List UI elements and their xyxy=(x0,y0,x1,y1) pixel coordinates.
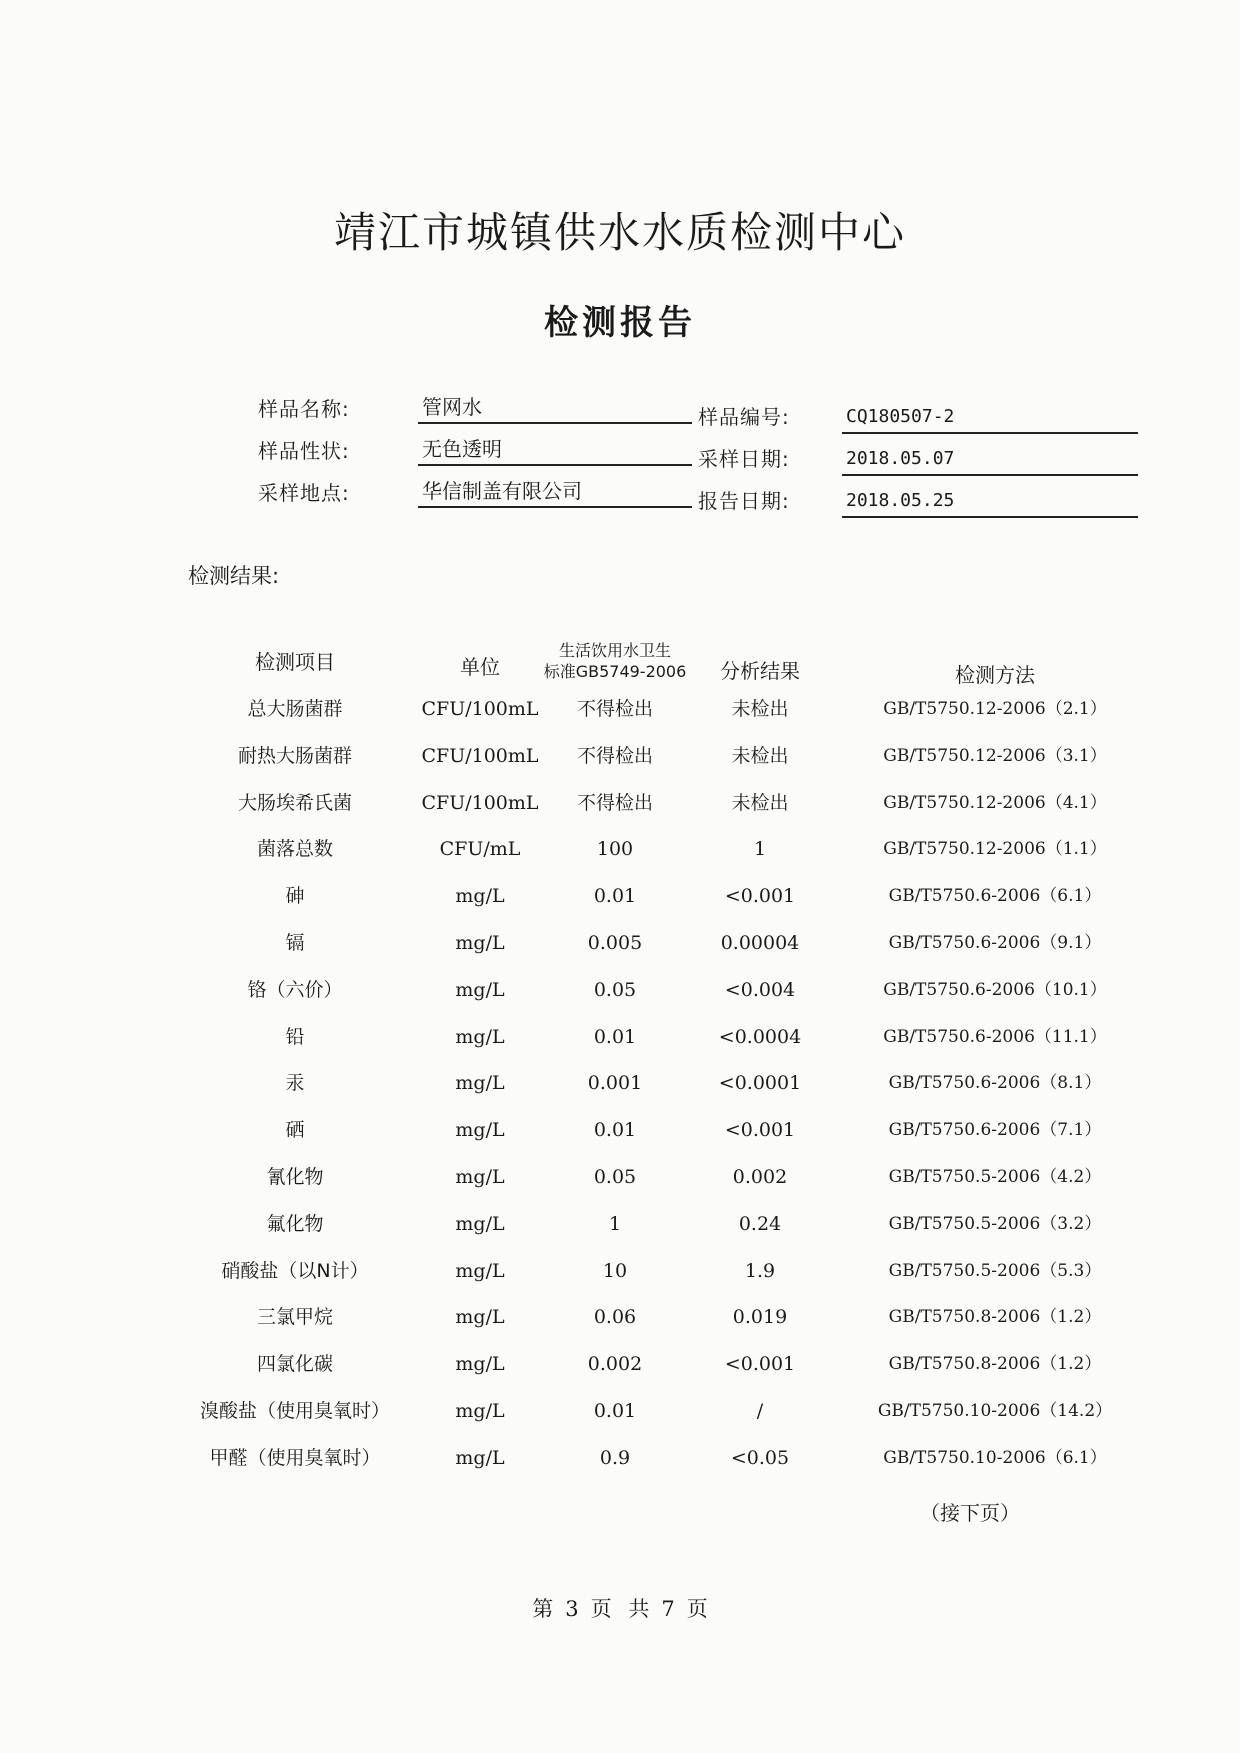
cell-item: 菌落总数 xyxy=(256,838,333,861)
cell-result: / xyxy=(756,1400,764,1422)
page-footer xyxy=(0,1593,1240,1623)
cell-item: 氟化物 xyxy=(266,1212,324,1235)
cell-item: 氰化物 xyxy=(266,1166,324,1188)
cell-item: 总大肠菌群 xyxy=(247,698,343,720)
cell-unit: mg/L xyxy=(455,978,505,1001)
cell-result: <0.004 xyxy=(724,978,796,1001)
footer-mid: 页 共 xyxy=(590,1597,650,1621)
table-row xyxy=(0,1209,1240,1255)
header-unit: 单位 xyxy=(460,655,500,679)
footer-suffix: 页 xyxy=(686,1597,708,1621)
table-row xyxy=(0,881,1240,927)
cell-item: 大肠埃希氏菌 xyxy=(237,791,352,814)
cell-standard: 0.05 xyxy=(593,1166,637,1188)
cell-result: 0.00004 xyxy=(720,932,800,954)
sample-name-value: 管网水 xyxy=(418,394,692,424)
table-row xyxy=(0,928,1240,974)
cell-standard: 0.005 xyxy=(587,932,643,954)
cell-result: 未检出 xyxy=(731,698,789,720)
table-row xyxy=(0,1302,1240,1348)
table-row xyxy=(0,788,1240,834)
footer-page-number: 3 xyxy=(565,1597,579,1621)
cell-item: 甲醛（使用臭氧时） xyxy=(209,1446,381,1469)
cell-result: 0.019 xyxy=(732,1306,788,1329)
report-subtitle: 检测报告 xyxy=(544,303,696,343)
cell-unit: mg/L xyxy=(455,1400,505,1422)
sample-property-value: 无色透明 xyxy=(418,436,692,466)
sample-code-label: 样品编号: xyxy=(698,405,790,429)
cell-method: GB/T5750.5-2006（5.3） xyxy=(888,1260,1102,1281)
cell-item: 硒 xyxy=(285,1119,305,1142)
cell-standard: 不得检出 xyxy=(576,744,653,767)
header-standard xyxy=(530,640,700,682)
cell-item: 四氯化碳 xyxy=(256,1353,333,1376)
cell-unit: mg/L xyxy=(455,1259,505,1282)
cell-method: GB/T5750.12-2006（3.1） xyxy=(883,745,1107,766)
cell-unit: CFU/100mL xyxy=(421,744,539,767)
cell-standard: 0.9 xyxy=(599,1446,631,1469)
cell-unit: mg/L xyxy=(455,1353,505,1376)
cell-unit: CFU/100mL xyxy=(421,791,539,814)
cell-unit: mg/L xyxy=(455,1072,505,1095)
cell-result: 1 xyxy=(753,838,767,861)
sampling-location-value: 华信制盖有限公司 xyxy=(418,478,692,508)
table-row xyxy=(0,1256,1240,1302)
cell-standard: 0.001 xyxy=(587,1072,643,1095)
header-result: 分析结果 xyxy=(720,659,800,683)
cell-item: 镉 xyxy=(285,932,305,954)
cell-item: 溴酸盐（使用臭氧时） xyxy=(199,1400,390,1422)
sampling-date-label: 采样日期: xyxy=(698,447,790,471)
sample-property-label: 样品性状: xyxy=(258,439,350,463)
cell-method: GB/T5750.6-2006（11.1） xyxy=(883,1026,1107,1047)
cell-standard: 0.01 xyxy=(593,1119,637,1142)
header-standard-line2: 标准GB5749-2006 xyxy=(543,662,687,681)
cell-result: <0.001 xyxy=(724,885,796,908)
sample-name-label: 样品名称: xyxy=(258,397,350,421)
table-row xyxy=(0,975,1240,1021)
cell-unit: mg/L xyxy=(455,1166,505,1188)
cell-result: 1.9 xyxy=(744,1259,776,1282)
cell-result: <0.001 xyxy=(724,1119,796,1142)
cell-unit: CFU/100mL xyxy=(421,698,539,720)
cell-standard: 0.05 xyxy=(593,978,637,1001)
table-row xyxy=(0,1022,1240,1068)
report-date-label: 报告日期: xyxy=(698,489,790,513)
header-method: 检测方法 xyxy=(955,663,1035,687)
cell-method: GB/T5750.5-2006（4.2） xyxy=(888,1167,1102,1187)
cell-standard: 0.01 xyxy=(593,1025,637,1048)
continued-note: （接下页） xyxy=(920,1501,1020,1525)
table-row xyxy=(0,834,1240,880)
results-label: 检测结果: xyxy=(188,564,280,588)
cell-method: GB/T5750.6-2006（6.1） xyxy=(888,886,1102,907)
cell-method: GB/T5750.6-2006（9.1） xyxy=(888,933,1102,953)
cell-result: <0.05 xyxy=(730,1446,790,1469)
cell-item: 砷 xyxy=(285,885,305,908)
report-date-value: 2018.05.25 xyxy=(842,488,1138,518)
cell-standard: 不得检出 xyxy=(576,791,653,814)
header-item: 检测项目 xyxy=(255,650,335,674)
cell-standard: 0.002 xyxy=(587,1353,643,1376)
cell-standard: 1 xyxy=(608,1212,622,1235)
table-row xyxy=(0,694,1240,740)
cell-method: GB/T5750.6-2006（7.1） xyxy=(888,1120,1102,1141)
footer-prefix: 第 xyxy=(532,1597,554,1621)
sample-code-value: CQ180507-2 xyxy=(842,404,1138,434)
cell-unit: mg/L xyxy=(455,932,505,954)
cell-result: <0.0001 xyxy=(718,1072,802,1095)
table-row xyxy=(0,1162,1240,1208)
header-standard-line1: 生活饮用水卫生 xyxy=(558,641,671,660)
table-row xyxy=(0,741,1240,787)
cell-unit: mg/L xyxy=(455,885,505,908)
cell-standard: 100 xyxy=(596,838,634,861)
cell-standard: 0.06 xyxy=(593,1306,637,1329)
cell-item: 铅 xyxy=(285,1025,305,1048)
table-row xyxy=(0,1068,1240,1114)
cell-unit: mg/L xyxy=(455,1212,505,1235)
table-row xyxy=(0,1396,1240,1442)
cell-item: 三氯甲烷 xyxy=(256,1306,333,1329)
cell-method: GB/T5750.12-2006（2.1） xyxy=(883,699,1107,719)
cell-result: 0.002 xyxy=(732,1166,788,1188)
cell-item: 汞 xyxy=(285,1072,305,1095)
table-row xyxy=(0,1349,1240,1395)
table-row xyxy=(0,1443,1240,1489)
cell-result: 0.24 xyxy=(738,1212,782,1235)
cell-standard: 0.01 xyxy=(593,1400,637,1422)
cell-method: GB/T5750.5-2006（3.2） xyxy=(888,1213,1102,1234)
cell-method: GB/T5750.12-2006（1.1） xyxy=(883,839,1107,860)
cell-standard: 10 xyxy=(602,1259,628,1282)
cell-result: 未检出 xyxy=(731,791,789,814)
sampling-location-label: 采样地点: xyxy=(258,481,350,505)
cell-standard: 0.01 xyxy=(593,885,637,908)
cell-method: GB/T5750.8-2006（1.2） xyxy=(888,1307,1102,1328)
cell-unit: mg/L xyxy=(455,1306,505,1329)
cell-method: GB/T5750.6-2006（10.1） xyxy=(883,979,1107,1000)
cell-result: 未检出 xyxy=(731,744,789,767)
cell-unit: mg/L xyxy=(455,1025,505,1048)
cell-unit: mg/L xyxy=(455,1119,505,1142)
cell-item: 铬（六价） xyxy=(247,978,343,1001)
cell-item: 耐热大肠菌群 xyxy=(237,744,352,767)
cell-unit: mg/L xyxy=(455,1446,505,1469)
table-row xyxy=(0,1115,1240,1161)
cell-standard: 不得检出 xyxy=(576,698,653,720)
cell-method: GB/T5750.10-2006（6.1） xyxy=(883,1447,1107,1468)
cell-method: GB/T5750.12-2006（4.1） xyxy=(883,792,1107,813)
cell-item: 硝酸盐（以N计） xyxy=(221,1259,369,1282)
cell-method: GB/T5750.10-2006（14.2） xyxy=(877,1401,1113,1421)
cell-method: GB/T5750.6-2006（8.1） xyxy=(888,1073,1102,1094)
footer-page-total: 7 xyxy=(661,1597,675,1621)
cell-method: GB/T5750.8-2006（1.2） xyxy=(888,1354,1102,1375)
cell-unit: CFU/mL xyxy=(439,838,521,861)
cell-result: <0.001 xyxy=(724,1353,796,1376)
sampling-date-value: 2018.05.07 xyxy=(842,446,1138,476)
page-title: 靖江市城镇供水水质检测中心 xyxy=(333,208,906,257)
cell-result: <0.0004 xyxy=(718,1025,802,1048)
